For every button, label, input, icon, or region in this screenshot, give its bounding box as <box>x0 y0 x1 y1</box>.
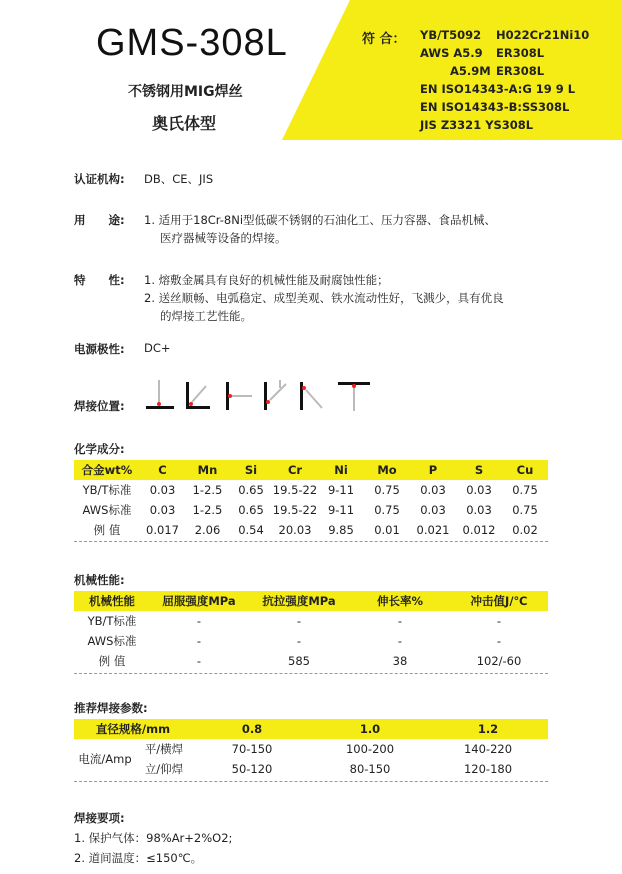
table-cell: 平/横焊 <box>144 742 184 756</box>
table-cell: - <box>196 654 202 668</box>
table-cell: 140-220 <box>463 742 513 756</box>
table-cell: - <box>196 614 202 628</box>
column-header: Cr <box>272 460 318 480</box>
polarity-value: DC+ <box>144 341 171 355</box>
table-cell: 20.03 <box>278 523 312 537</box>
divider <box>74 541 548 542</box>
table-row <box>74 631 548 651</box>
column-header: Mo <box>364 460 410 480</box>
table-cell: 19.5-22 <box>272 503 318 517</box>
params-label: 推荐焊接参数: <box>74 701 148 715</box>
standard-aws-grade: ER308L <box>496 46 545 60</box>
product-title: GMS-308L <box>96 22 288 64</box>
table-cell: 0.012 <box>462 523 496 537</box>
table-cell: 9-11 <box>327 503 355 517</box>
table-cell: 0.03 <box>149 483 176 497</box>
usage-label: 用 途: <box>74 213 125 227</box>
table-cell: 2.06 <box>194 523 221 537</box>
table-cell: 19.5-22 <box>272 483 318 497</box>
table-cell: 9-11 <box>327 483 355 497</box>
table-cell: 50-120 <box>231 762 273 776</box>
table-row <box>74 500 548 520</box>
table-cell: 1-2.5 <box>192 483 223 497</box>
column-header: 0.8 <box>192 719 312 739</box>
column-header: 机械性能 <box>74 591 150 611</box>
chemistry-table <box>74 460 548 540</box>
features-line-2: 2. 送丝顺畅、电弧稳定、成型美观、铁水流动性好，飞溅少，具有优良 <box>144 291 504 305</box>
table-cell: 立/仰焊 <box>144 762 184 776</box>
overhead-weld-icon <box>338 382 370 411</box>
table-row <box>74 480 548 500</box>
mechanical-header-row <box>74 591 548 611</box>
standard-aws-m: A5.9M <box>450 64 491 78</box>
divider <box>74 781 548 782</box>
product-subtitle: 不锈钢用MIG焊丝 <box>128 84 243 100</box>
standard-en-a: EN ISO14343-A:G 19 9 L <box>420 82 576 96</box>
table-cell: - <box>196 634 202 648</box>
horizontal-weld-icon <box>226 382 252 410</box>
column-header: 抗拉强度MPa <box>248 591 350 611</box>
table-cell: 1-2.5 <box>192 503 223 517</box>
column-header: 1.2 <box>428 719 548 739</box>
column-header: Si <box>230 460 272 480</box>
table-cell: - <box>397 634 403 648</box>
params-table <box>74 719 548 779</box>
table-cell: 0.017 <box>146 523 179 537</box>
horizontal-fillet-icon <box>186 382 210 409</box>
column-header: S <box>456 460 502 480</box>
table-cell: - <box>296 614 302 628</box>
table-cell: 0.54 <box>238 523 264 537</box>
table-cell: - <box>496 634 502 648</box>
divider <box>74 673 548 674</box>
standard-aws-m-grade: ER308L <box>496 64 545 78</box>
standard-jis: JIS Z3321 YS308L <box>420 118 534 132</box>
standards-label: 符 合： <box>362 32 406 47</box>
table-cell: 585 <box>288 654 310 668</box>
table-cell: 0.75 <box>512 503 538 517</box>
table-cell: 100-200 <box>345 742 395 756</box>
table-cell: AWS标准 <box>87 634 137 648</box>
features-line-1: 1. 熔敷金属具有良好的机械性能及耐腐蚀性能； <box>144 273 389 287</box>
table-row <box>74 611 548 631</box>
table-cell: 102/-60 <box>476 654 522 668</box>
standard-yb-grade: H022Cr21Ni10 <box>496 28 590 42</box>
table-cell: - <box>296 634 302 648</box>
usage-line-1: 1. 适用于18Cr-8Ni型低碳不锈钢的石油化工、压力容器、食品机械、 <box>144 213 497 227</box>
column-header: 冲击值J/℃ <box>450 591 548 611</box>
table-cell: - <box>496 614 502 628</box>
table-cell: 9.85 <box>328 523 354 537</box>
table-cell: 0.75 <box>374 483 400 497</box>
notes-label: 焊接要项: <box>74 811 125 825</box>
weld-positions <box>144 378 374 412</box>
vertical-down-icon <box>300 382 322 410</box>
standard-yb: YB/T5092 <box>420 28 482 42</box>
product-type: 奥氏体型 <box>152 114 217 133</box>
standard-en-b: EN ISO14343-B:SS308L <box>420 100 570 114</box>
table-cell: 0.65 <box>238 483 264 497</box>
vertical-up-icon <box>264 380 286 410</box>
column-header: 直径规格/mm <box>74 719 192 739</box>
table-cell: 0.75 <box>374 503 400 517</box>
table-cell: 0.01 <box>374 523 400 537</box>
column-header: 1.0 <box>312 719 428 739</box>
table-cell: - <box>397 614 403 628</box>
notes-line-1: 1. 保护气体：98%Ar+2%O2; <box>74 831 233 845</box>
mechanical-label: 机械性能: <box>74 573 125 587</box>
table-cell: 例 值 <box>93 523 121 537</box>
table-cell: 0.03 <box>466 483 492 497</box>
table-cell: 0.03 <box>420 503 446 517</box>
column-header: Cu <box>502 460 548 480</box>
positions-label: 焊接位置: <box>74 399 125 413</box>
table-cell: YB/T标准 <box>87 614 137 628</box>
cert-label: 认证机构: <box>74 172 125 186</box>
table-row <box>74 759 548 779</box>
flat-weld-icon <box>146 380 174 409</box>
table-cell: 电流/Amp <box>78 752 132 766</box>
column-header: Ni <box>318 460 364 480</box>
column-header: Mn <box>185 460 230 480</box>
cert-value: DB、CE、JIS <box>144 172 214 186</box>
table-row <box>74 520 548 540</box>
params-header-row <box>74 719 548 739</box>
chemistry-header-row <box>74 460 548 480</box>
column-header: 合金wt% <box>74 460 140 480</box>
features-line-3: 的焊接工艺性能。 <box>160 309 252 323</box>
table-cell: 0.03 <box>149 503 176 517</box>
table-cell: AWS标准 <box>82 503 132 517</box>
standard-aws: AWS A5.9 <box>420 46 483 60</box>
table-cell: 0.75 <box>512 483 538 497</box>
usage-line-2: 医疗器械等设备的焊接。 <box>160 231 287 245</box>
table-cell: 120-180 <box>463 762 513 776</box>
table-cell: 70-150 <box>231 742 273 756</box>
table-cell: 0.03 <box>466 503 492 517</box>
table-cell: 38 <box>392 654 408 668</box>
column-header: 屈服强度MPa <box>150 591 248 611</box>
table-cell: YB/T标准 <box>82 483 132 497</box>
column-header: 伸长率% <box>350 591 450 611</box>
table-cell: 例 值 <box>98 654 126 668</box>
notes-line-2: 2. 道间温度：≤150℃。 <box>74 851 203 865</box>
table-row <box>74 739 548 759</box>
features-label: 特 性: <box>74 273 125 287</box>
table-row <box>74 651 548 671</box>
table-cell: 0.65 <box>238 503 264 517</box>
chemistry-label: 化学成分: <box>74 442 125 456</box>
mechanical-table <box>74 591 548 671</box>
table-cell: 0.021 <box>416 523 450 537</box>
polarity-label: 电源极性: <box>74 342 125 356</box>
column-header: C <box>140 460 185 480</box>
table-cell: 80-150 <box>349 762 391 776</box>
column-header: P <box>410 460 456 480</box>
table-cell: 0.02 <box>512 523 538 537</box>
table-cell: 0.03 <box>420 483 446 497</box>
